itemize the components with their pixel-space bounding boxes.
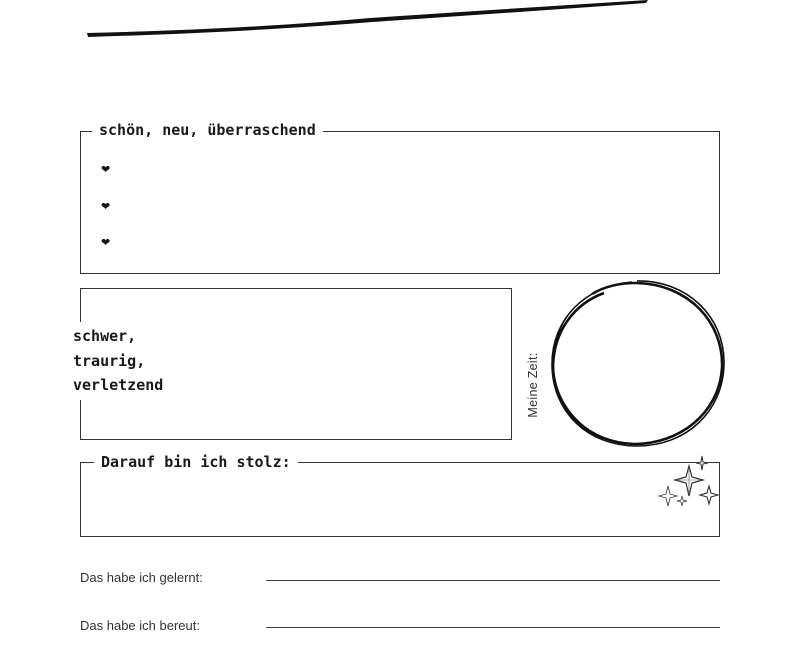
proud-section-box bbox=[80, 462, 720, 537]
heart-icon: ❤ bbox=[101, 200, 111, 213]
proud-section-title: Darauf bin ich stolz: bbox=[94, 453, 298, 471]
learned-label: Das habe ich gelernt: bbox=[80, 570, 203, 585]
time-circle bbox=[544, 276, 730, 452]
sparkles-icon bbox=[654, 452, 724, 512]
positive-section-box bbox=[80, 131, 720, 274]
negative-label-line: schwer, bbox=[73, 327, 137, 345]
negative-label-line: verletzend bbox=[73, 376, 164, 394]
positive-section-title: schön, neu, überraschend bbox=[92, 121, 323, 139]
regret-write-line[interactable] bbox=[266, 627, 720, 628]
heart-icon: ❤ bbox=[101, 163, 111, 176]
time-label: Meine Zeit: bbox=[526, 352, 540, 418]
negative-label-line: traurig, bbox=[73, 351, 146, 370]
regret-label: Das habe ich bereut: bbox=[80, 618, 200, 633]
decorative-brush-stroke bbox=[0, 0, 800, 40]
negative-section-label bbox=[73, 322, 167, 400]
learned-write-line[interactable] bbox=[266, 580, 720, 581]
heart-icon: ❤ bbox=[101, 236, 111, 249]
